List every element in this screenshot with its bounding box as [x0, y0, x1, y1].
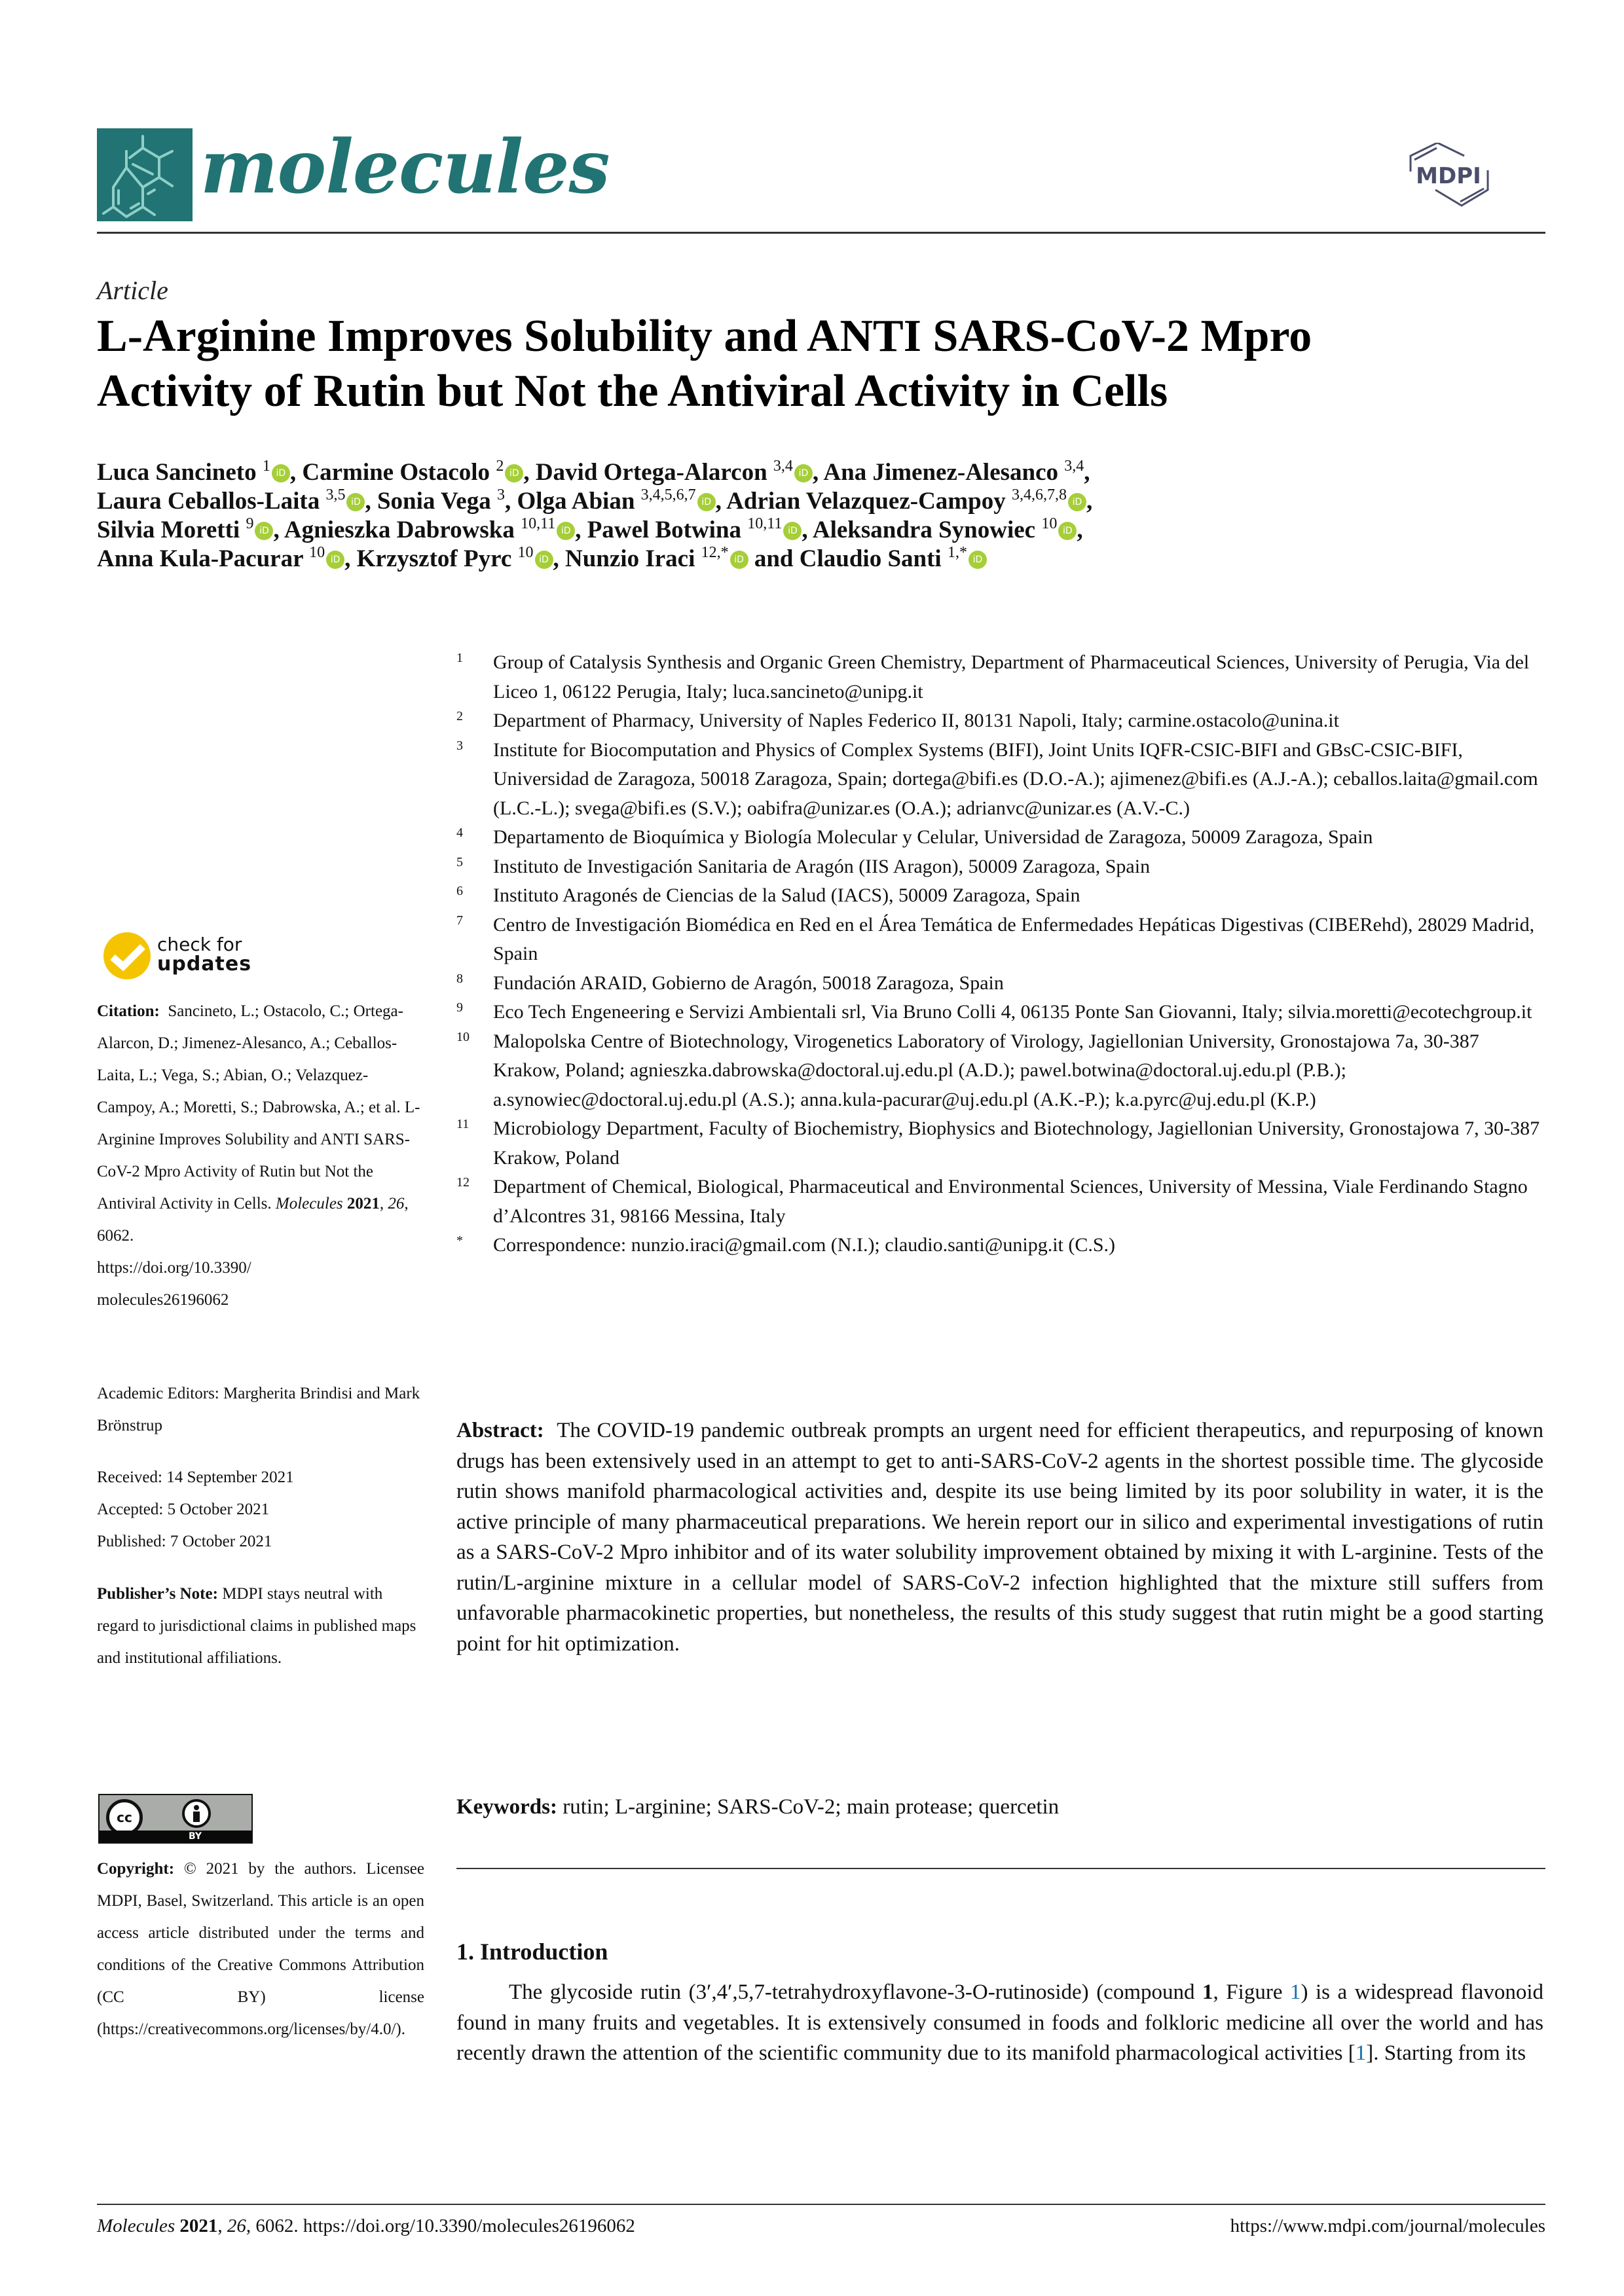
author-name: Ana Jimenez-Alesanco [823, 459, 1065, 486]
affiliation-number: 9 [456, 1000, 463, 1015]
author-affiliation-sup: 3,4 [1064, 458, 1084, 475]
citation-doi-link[interactable]: https://doi.org/10.3390/ [97, 1259, 251, 1277]
introduction-paragraph: The glycoside rutin (3′,4′,5,7-tetrahydroxyflavone-3-O-rutinoside) (compound 1, Figure 1) is a widespread flavonoid found in many fruits and vegetables. It is extensively consumed in foods and folkloric medicine all over the world and has recently drawn the attention of the scientific community due to its manifold pharmacological activities [1]. Starting from its [456, 1980, 1543, 2065]
affiliation-number: * [456, 1233, 463, 1248]
affiliation-item [456, 706, 1543, 736]
citation-year: 2021 [346, 1195, 380, 1212]
footer-journal: Molecules [97, 2215, 175, 2236]
affiliation-text: Centro de Investigación Biomédica en Red en el Área Temática de Enfermedades Hepáticas Digestivas (CIBERehd), 28029 Madrid, Spain [493, 913, 1535, 964]
author-affiliation-sup: 1,* [947, 544, 967, 561]
affiliation-item [456, 736, 1543, 824]
author-affiliation-sup: 10,11 [521, 515, 556, 532]
author-affiliation-sup: 2 [496, 458, 504, 475]
copyright-text: © 2021 by the authors. Licensee MDPI, Basel, Switzerland. This article is an open access article distributed under the terms and conditions of the Creative Commons Attribution (CC BY) license (https://creativecommons.org/licenses/by/4.0/). [97, 1860, 425, 2038]
title-line-2: Activity of Rutin but Not the Antiviral Activity in Cells [97, 366, 1168, 416]
journal-name: molecules [200, 124, 610, 210]
affiliation-text: Eco Tech Engeneering e Servizi Ambientali srl, Via Bruno Colli 4, 06135 Ponte San Giovanni, Italy; silvia.moretti@ecotechgroup.it [493, 1001, 1532, 1023]
author-affiliation-sup: 3,4,6,7,8 [1011, 486, 1067, 503]
check-updates-line2: updates [157, 953, 252, 975]
affiliation-item [456, 1231, 1543, 1260]
publisher-note [97, 1578, 424, 1674]
figure-1-link[interactable]: 1 [1290, 1980, 1301, 2004]
affiliation-item [456, 998, 1543, 1027]
orcid-icon[interactable]: iD [730, 551, 748, 569]
orcid-icon[interactable]: iD [1068, 493, 1086, 511]
affiliation-text: Department of Pharmacy, University of Naples Federico II, 80131 Napoli, Italy; carmine.ostacolo@unina.it [493, 710, 1339, 731]
cc-by-license-badge[interactable] [98, 1794, 253, 1844]
check-for-updates-button[interactable] [97, 928, 254, 981]
affiliation-item [456, 911, 1543, 969]
citation-journal: Molecules [275, 1195, 343, 1212]
author-name: Laura Ceballos-Laita [97, 488, 326, 515]
affiliation-item [456, 1114, 1543, 1173]
affiliation-item [456, 823, 1543, 852]
article-title [97, 309, 1538, 419]
affiliation-text: Group of Catalysis Synthesis and Organic Green Chemistry, Department of Pharmaceutical Sciences, University of Perugia, Via del Liceo 1, 06122 Perugia, Italy; luca.sancineto@unipg.it [493, 651, 1530, 702]
affiliation-text: Department of Chemical, Biological, Pharmaceutical and Environmental Sciences, University of Messina, Viale Ferdinando Stagno d’Alcontres 31, 98166 Messina, Italy [493, 1176, 1528, 1227]
attribution-person-icon [182, 1799, 211, 1828]
footer-journal-url[interactable]: https://www.mdpi.com/journal/molecules [1230, 2215, 1545, 2236]
footer-volume: 26 [227, 2215, 246, 2236]
citation-article-no: 6062. [97, 1227, 134, 1245]
author-affiliation-sup: 10 [309, 544, 325, 561]
author-name: Anna Kula-Pacurar [97, 545, 310, 572]
orcid-icon[interactable]: iD [505, 464, 523, 483]
mdpi-logo [1408, 143, 1490, 220]
copyright-label: Copyright: [97, 1860, 175, 1878]
abstract-divider [456, 1868, 1545, 1869]
affiliation-item [456, 969, 1543, 998]
received-date: Received: 14 September 2021 [97, 1468, 294, 1486]
affiliation-item [456, 881, 1543, 911]
footer-doi-link[interactable]: , 6062. https://doi.org/10.3390/molecules26196062 [246, 2215, 635, 2236]
citation-doi-link-cont[interactable]: molecules26196062 [97, 1291, 229, 1309]
orcid-icon[interactable]: iD [557, 522, 575, 540]
affiliation-number: 12 [456, 1175, 470, 1190]
keywords [456, 1795, 1543, 1819]
compound-ref: 1 [1202, 1980, 1213, 2004]
affiliation-text: Institute for Biocomputation and Physics of Complex Systems (BIFI), Joint Units IQFR-CSIC-BIFI and GBsC-CSIC-BIFI, Universidad de Zaragoza, 50018 Zaragoza, Spain; dortega@bifi.es (D.O.-A.); ajimenez@bifi.es (A.J.-A.); ceballos.laita@gmail.com (L.C.-L.); svega@bifi.es (S.V.); oabifra@unizar.es (O.A.); adrianvc@unizar.es (A.V.-C.) [493, 738, 1538, 819]
affiliation-item [456, 1173, 1543, 1231]
author-affiliation-sup: 3 [496, 486, 505, 503]
author-name: Aleksandra Synowiec [812, 517, 1042, 543]
abstract [456, 1415, 1543, 1659]
author-affiliation-sup: 1 [262, 458, 270, 475]
affiliation-text: Instituto de Investigación Sanitaria de Aragón (IIS Aragon), 50009 Zaragoza, Spain [493, 855, 1151, 877]
keywords-label: Keywords: [456, 1795, 557, 1819]
citation-block: Citation: Sancineto, L.; Ostacolo, C.; Ortega-Alarcon, D.; Jimenez-Alesanco, A.; Ceballos-Laita, L.; Vega, S.; Abian, O.; Velazquez-Campoy, A.; Moretti, S.; Dabrowska, A.; et al. L-Arginine Improves Solubility and ANTI SARS-CoV-2 Mpro Activity of Rutin but Not the Antiviral Activity in Cells. Molecules 2021, 26, 6062. https://doi.org/10.3390/ molecules26196062 [97, 1002, 420, 1309]
svg-text:MDPI: MDPI [1416, 163, 1481, 189]
author-name: Carmine Ostacolo [302, 459, 496, 486]
author-name: Krzysztof Pyrc [356, 545, 518, 572]
accepted-date: Accepted: 5 October 2021 [97, 1501, 270, 1518]
affiliation-text: Microbiology Department, Faculty of Biochemistry, Biophysics and Biotechnology, Jagiellonian University, Gronostajowa 7, 30-387 Krakow, Poland [493, 1118, 1540, 1169]
checkmark-icon [103, 932, 151, 979]
affiliation-item [456, 648, 1543, 706]
orcid-icon[interactable]: iD [697, 493, 716, 511]
affiliation-text: Departamento de Bioquímica y Biología Molecular y Celular, Universidad de Zaragoza, 50009 Zaragoza, Spain [493, 826, 1373, 848]
affiliation-number: 5 [456, 854, 463, 869]
footer-divider [97, 2204, 1545, 2205]
academic-editors: Academic Editors: Margherita Brindisi and Mark Brönstrup [97, 1385, 420, 1434]
affiliation-item [456, 1027, 1543, 1115]
author-name: Luca Sancineto [97, 459, 263, 486]
affiliation-number: 3 [456, 738, 463, 753]
affiliation-text: Malopolska Centre of Biotechnology, Virogenetics Laboratory of Virology, Jagiellonian University, Gronostajowa 7a, 30-387 Krakow, Poland; agnieszka.dabrowska@doctoral.uj.edu.pl (A.D.); pawel.botwina@doctoral.uj.edu.pl (P.B.); a.synowiec@doctoral.uj.edu.pl (A.S.); anna.kula-pacurar@uj.edu.pl (A.K.-P.); k.a.pyrc@uj.edu.pl (K.P.) [493, 1030, 1479, 1110]
author-affiliation-sup: 3,4,5,6,7 [640, 486, 696, 503]
author-name: Olga Abian [517, 488, 641, 515]
author-name: Sonia Vega [377, 488, 497, 515]
citation-volume: 26 [388, 1195, 405, 1212]
by-label: BY [100, 1831, 251, 1842]
affiliation-number: 7 [456, 913, 463, 928]
affiliation-text: Instituto Aragonés de Ciencias de la Salud (IACS), 50009 Zaragoza, Spain [493, 884, 1080, 906]
citation-label: Citation: [97, 1002, 160, 1020]
copyright-notice [97, 1853, 424, 2045]
title-prefix: L [97, 311, 128, 361]
citation-text: Sancineto, L.; Ostacolo, C.; Ortega-Alarcon, D.; Jimenez-Alesanco, A.; Ceballos-Laita, L.; Vega, S.; Abian, O.; Velazquez-Campoy, A.; Moretti, S.; Dabrowska, A.; et al. L-Arginine Improves Solubility and ANTI SARS-CoV-2 Mpro Activity of Rutin but Not the Antiviral Activity in Cells. [97, 1002, 420, 1212]
author-name: Nunzio Iraci [565, 545, 701, 572]
affiliation-text: Correspondence: nunzio.iraci@gmail.com (N.I.); claudio.santi@unipg.it (C.S.) [493, 1234, 1116, 1256]
author-name: David Ortega-Alarcon [535, 459, 773, 486]
author-affiliation-sup: 9 [246, 515, 254, 532]
author-name: Pawel Botwina [587, 517, 748, 543]
orcid-icon[interactable]: iD [272, 464, 290, 483]
title-line-1: -Arginine Improves Solubility and ANTI SARS-CoV-2 Mpro [127, 311, 1312, 361]
author-name: Adrian Velazquez-Campoy [726, 488, 1012, 515]
author-affiliation-sup: 3,5 [325, 486, 346, 503]
author-name: Agnieszka Dabrowska [284, 517, 521, 543]
publisher-note-label: Publisher’s Note: [97, 1585, 218, 1603]
header-divider [97, 232, 1545, 234]
affiliation-number: 11 [456, 1117, 470, 1131]
affiliation-number: 10 [456, 1029, 470, 1044]
section-heading-introduction: 1. Introduction [456, 1939, 608, 1965]
orcid-icon[interactable]: iD [1058, 522, 1077, 540]
author-affiliation-sup: 3,4 [773, 458, 793, 475]
orcid-icon[interactable]: iD [783, 522, 802, 540]
check-updates-line1: check for [157, 934, 242, 955]
molecule-structure-icon [97, 128, 193, 221]
article-type: Article [97, 276, 168, 305]
publisher-note-text: MDPI stays neutral with regard to jurisdictional claims in published maps and institutional affiliations. [97, 1585, 416, 1667]
author-name: Claudio Santi [799, 545, 948, 572]
author-list: Luca Sancineto $^1$ iD , Carmine Ostacolo $^2$ iD , David Ortega-Alarcon $^{3,4}$ iD , Ana Jimenez-Alesanco $^{3,4}$, Laura Ceballos-Laita $^{3,5}$ iD , Sonia Vega $^3$, Olga Abian $^{3,4,5,6,7}$ iD , Adrian Velazquez-Campoy $^{3,4,6,7,8}$ iD , Silvia Moretti $^9$ iD , Agnieszka Dabrowska $^{10,11}$ iD , Pawel Botwina $^{10,11}$ iD , Aleksandra Synowiec $^{10}$ iD , Anna Kula-Pacurar $^{10}$ iD , Krzysztof Pyrc $^{10}$ iD , Nunzio Iraci $^{12,*}$ iD and Claudio Santi $^{1,*}$ iD [97, 458, 1093, 572]
orcid-icon[interactable]: iD [969, 551, 987, 569]
author-name: Silvia Moretti [97, 517, 246, 543]
author-affiliation-sup: 10,11 [747, 515, 783, 532]
footer-citation: Molecules 2021, 26, 6062. https://doi.org/10.3390/molecules26196062 [97, 2215, 635, 2236]
affiliation-text: Fundación ARAID, Gobierno de Aragón, 50018 Zaragoza, Spain [493, 972, 1004, 994]
abstract-text: The COVID-19 pandemic outbreak prompts an urgent need for efficient therapeutics, and repurposing of known drugs has been extensively used in an attempt to get to anti-SARS-CoV-2 agents in the shortest possible time. The glycoside rutin shows manifold pharmacological activities and, despite its use being limited by its poor solubility in water, it is the active principle of many pharmaceutical preparations. We herein report our in silico and experimental investigations of rutin as a SARS-CoV-2 Mpro inhibitor and of its water solubility improvement obtained by mixing it with L-arginine. Tests of the rutin/L-arginine mixture in a cellular model of SARS-CoV-2 infection highlighted that the mixture still suffers from unfavorable pharmacokinetic properties, but nonetheless, the results of this study suggest that rutin might be a good starting point for hit optimization. [456, 1419, 1543, 1656]
affiliation-number: 6 [456, 884, 463, 898]
orcid-icon[interactable]: iD [326, 551, 344, 569]
keywords-text: rutin; L-arginine; SARS-CoV-2; main protease; quercetin [563, 1795, 1060, 1819]
dates [97, 1461, 424, 1558]
author-affiliation-sup: 12,* [701, 544, 729, 561]
footer-year: 2021 [179, 2215, 218, 2236]
affiliation-number: 1 [456, 651, 463, 665]
orcid-icon[interactable]: iD [346, 493, 365, 511]
reference-1-link[interactable]: 1 [1355, 2041, 1367, 2065]
published-date: Published: 7 October 2021 [97, 1533, 272, 1550]
affiliation-item [456, 852, 1543, 882]
orcid-icon[interactable]: iD [535, 551, 553, 569]
affiliations [456, 648, 1543, 1260]
affiliation-number: 2 [456, 709, 463, 723]
journal-logo [97, 128, 193, 221]
affiliation-number: 8 [456, 971, 463, 986]
author-affiliation-sup: 10 [1041, 515, 1058, 532]
affiliation-number: 4 [456, 826, 463, 840]
creative-commons-icon: cc [106, 1799, 143, 1836]
orcid-icon[interactable]: iD [794, 464, 813, 483]
orcid-icon[interactable]: iD [255, 522, 273, 540]
abstract-label: Abstract: [456, 1419, 544, 1442]
author-affiliation-sup: 10 [517, 544, 534, 561]
